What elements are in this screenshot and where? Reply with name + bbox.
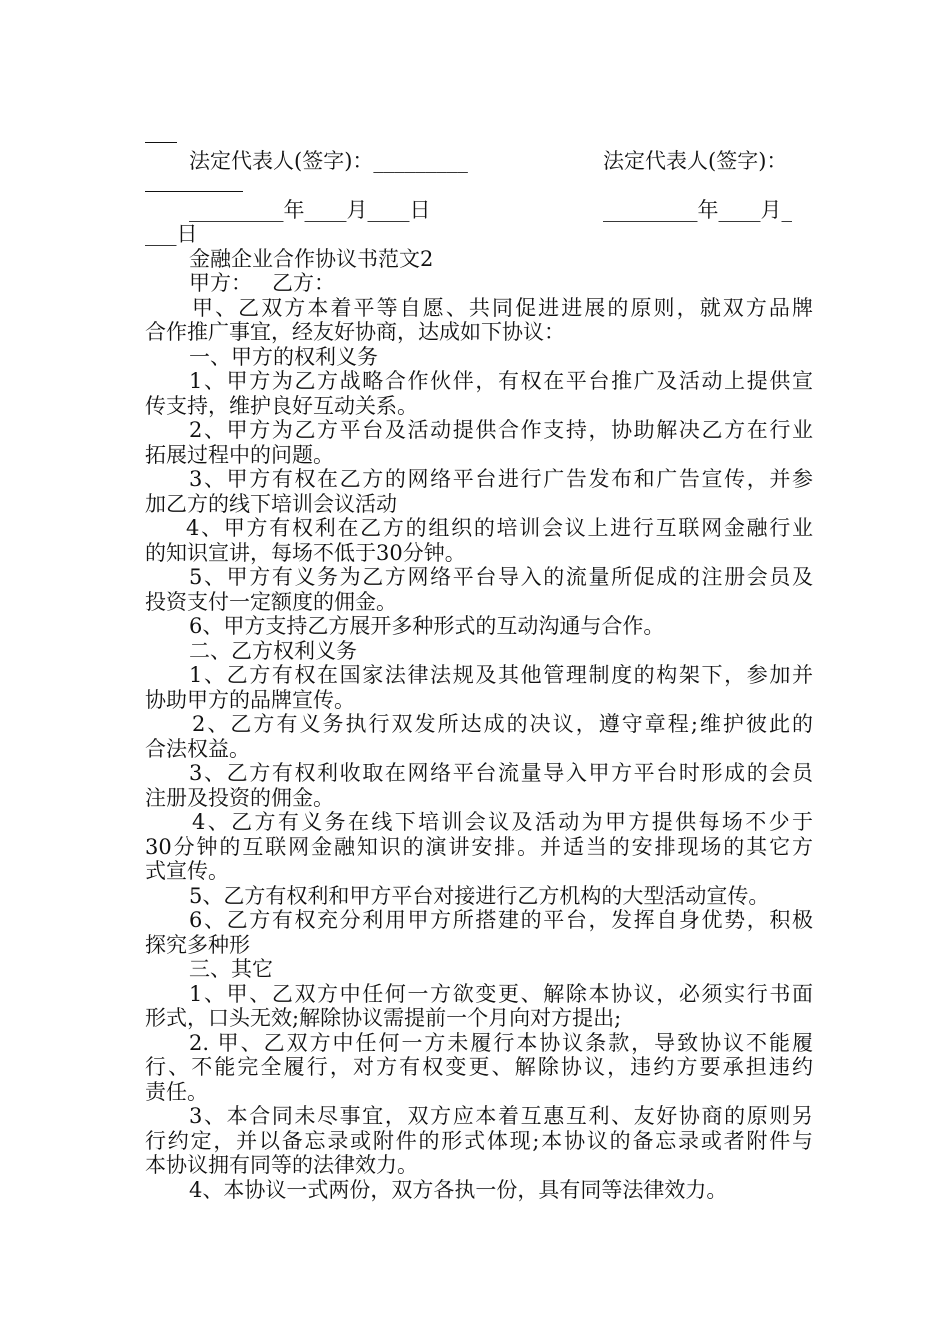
clause-line: 3、甲方有权在乙方的网络平台进行广告发布和广告宣传，并参	[189, 467, 813, 491]
clause-line: 4、乙方有义务在线下培训会议及活动为甲方提供每场不少于	[192, 810, 813, 834]
clause-line: 行、不能完全履行，对方有权变更、解除协议，违约方要承担违约	[145, 1055, 813, 1079]
date-right: _________年____月_	[603, 197, 792, 222]
clause-line: 3、乙方有权利收取在网络平台流量导入甲方平台时形成的会员	[189, 761, 813, 785]
clause-line: 6、乙方有权充分利用甲方所搭建的平台，发挥自身优势，积极	[189, 908, 813, 932]
clause-line: 5、乙方有权利和甲方平台对接进行乙方机构的大型活动宣传。	[189, 883, 770, 908]
clause-line: 注册及投资的佣金。	[145, 785, 334, 810]
document-body	[145, 124, 813, 1202]
clause-line: 30分钟的互联网金融知识的演讲安排。并适当的安排现场的其它方	[145, 834, 813, 859]
clause-line: 1、乙方有权在国家法律法规及其他管理制度的构架下，参加并	[189, 663, 813, 687]
clause-line: 6、甲方支持乙方展开多种形式的互动沟通与合作。	[189, 614, 665, 638]
clause-line: 2、甲方为乙方平台及活动提供合作支持，协助解决乙方在行业	[189, 418, 813, 442]
document-title: 金融企业合作协议书范文2	[189, 246, 434, 271]
clause-line: 投资支付一定额度的佣金。	[145, 589, 397, 614]
intro-line: 合作推广事宜，经友好协商，达成如下协议：	[145, 320, 565, 344]
clause-line: 的知识宣讲，每场不低于30分钟。	[145, 540, 466, 565]
clause-line: 1、甲方为乙方战略合作伙伴，有权在平台推广及活动上提供宣	[189, 369, 813, 393]
clause-line: 式宣传。	[145, 859, 229, 883]
clause-line: 本协议拥有同等的法律效力。	[145, 1153, 418, 1177]
section-heading: 三、其它	[189, 957, 273, 981]
clause-line: 4、本协议一式两份，双方各执一份，具有同等法律效力。	[189, 1177, 728, 1202]
clause-line: 加乙方的线下培训会议活动	[145, 491, 397, 516]
clause-line: 探究多种形	[145, 932, 250, 957]
clause-line: 1、甲、乙双方中任何一方欲变更、解除本协议，必须实行书面	[189, 981, 813, 1006]
signature-rule-top	[145, 124, 813, 149]
clause-line: 2、乙方有义务执行双发所达成的决议，遵守章程;维护彼此的	[192, 712, 813, 736]
date-row	[145, 198, 813, 223]
clause-line: 4、甲方有权利在乙方的组织的培训会议上进行互联网金融行业	[186, 516, 813, 540]
clause-line: 合法权益。	[145, 736, 250, 761]
legal-rep-signature-right: 法定代表人(签字)：	[603, 148, 788, 173]
signature-row	[145, 149, 813, 174]
clause-line: 拓展过程中的问题。	[145, 442, 334, 467]
clause-line: 5、甲方有义务为乙方网络平台导入的流量所促成的注册会员及	[189, 565, 813, 589]
date-right-continued: ___日	[145, 222, 198, 246]
section-heading: 一、甲方的权利义务	[189, 344, 378, 369]
date-left: _________年____月____日	[189, 197, 431, 222]
parties-line: 甲方： 乙方：	[189, 271, 336, 295]
clause-line: 2. 甲、乙双方中任何一方未履行本协议条款，导致协议不能履	[189, 1030, 813, 1055]
clause-line: 3、本合同未尽事宜，双方应本着互惠互利、友好协商的原则另	[189, 1104, 813, 1128]
legal-rep-signature-left: 法定代表人(签字)：_________	[189, 148, 468, 173]
clause-line: 形式，口头无效;解除协议需提前一个月向对方提出;	[145, 1006, 622, 1030]
clause-line: 传支持，维护良好互动关系。	[145, 393, 418, 418]
clause-line: 行约定，并以备忘录或附件的形式体现;本协议的备忘录或者附件与	[145, 1128, 813, 1153]
intro-line: 甲、乙双方本着平等自愿、共同促进进展的原则，就双方品牌	[192, 295, 813, 320]
section-heading: 二、乙方权利义务	[189, 638, 357, 663]
clause-line: 协助甲方的品牌宣传。	[145, 687, 355, 712]
clause-line: 责任。	[145, 1079, 208, 1104]
signature-rule-continued	[145, 173, 813, 198]
